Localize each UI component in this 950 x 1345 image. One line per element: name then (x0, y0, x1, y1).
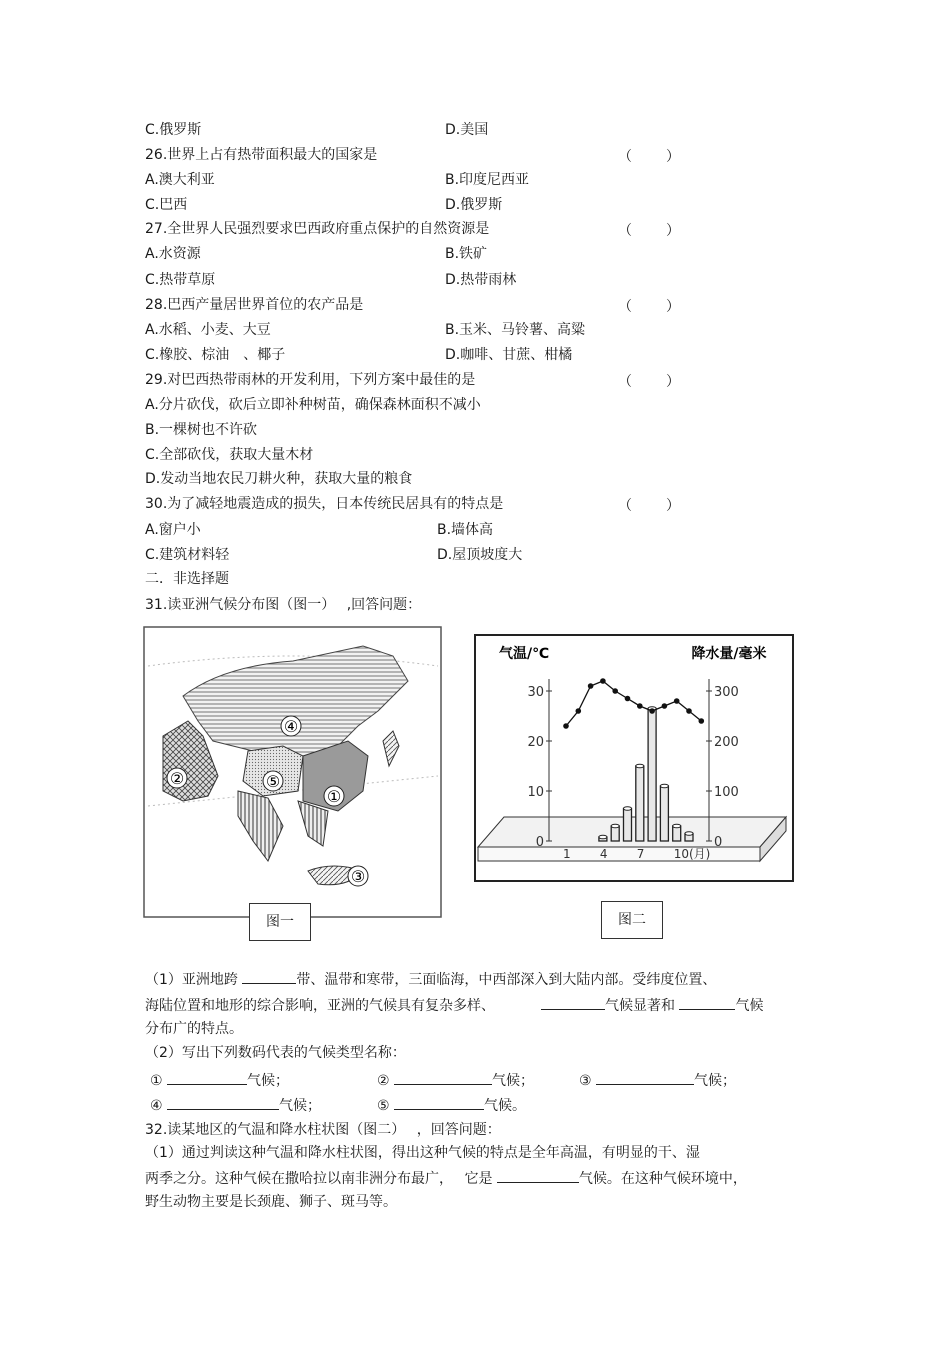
q27-option-d: D.热带雨林 (445, 272, 517, 288)
x-tick-label: 7 (636, 847, 645, 861)
q30-option-b: B.墙体高 (437, 522, 494, 538)
figure-1-caption: 图一 (249, 903, 311, 941)
chart-left-axis-title: 气温/℃ (498, 646, 550, 662)
q31-part2-prompt: （2）写出下列数码代表的气候类型名称： (145, 1045, 406, 1061)
q31-answer-1 (150, 1070, 289, 1090)
map-label-1: ① (326, 787, 342, 806)
map-label-3: ③ (350, 867, 366, 886)
q32-line1: （1）通过判读这种气温和降水柱状图，得出这种气候的特点是全年高温，有明显的干、湿 (145, 1145, 700, 1161)
q27-option-a: A.水资源 (145, 246, 201, 262)
q26-answer-paren[interactable]: （ ） (618, 149, 682, 165)
precip-bar-cap (685, 832, 693, 836)
q28-option-a: A.水稻、小麦、大豆 (145, 322, 271, 338)
q31-blank-5[interactable] (394, 1095, 484, 1110)
left-tick-label: 10 (527, 785, 544, 800)
precip-bar (636, 766, 644, 841)
q27-option-b: B.铁矿 (445, 246, 488, 262)
right-tick-label: 0 (714, 835, 723, 850)
q27-stem: 27.全世界人民强烈要求巴西政府重点保护的自然资源是 (145, 221, 490, 237)
map-label-5: ⑤ (265, 772, 281, 791)
temperature-point (686, 708, 692, 714)
q25-option-c: C.俄罗斯 (145, 122, 202, 138)
q31-blank-zone[interactable] (242, 969, 296, 984)
map-label-2: ② (169, 769, 185, 788)
num-5: ⑤ (377, 1098, 390, 1114)
temperature-point (637, 703, 643, 709)
q31-part1-line2 (145, 995, 763, 1015)
q29-option-a: A.分片砍伐，砍后立即补种树苗，确保森林面积不减小 (145, 397, 481, 413)
figure-2-caption: 图二 (601, 901, 663, 939)
q31-blank-4[interactable] (167, 1095, 279, 1110)
num-3: ③ (579, 1073, 592, 1089)
chart-right-axis-title: 降水量/毫米 (691, 646, 767, 662)
q25-option-d: D.美国 (445, 122, 489, 138)
q31-p1-text-c: 海陆位置和地形的综合影响，亚洲的气候具有复杂多样、 (145, 998, 495, 1014)
temperature-point (612, 688, 618, 694)
precip-bar (648, 709, 656, 842)
q30-stem: 30.为了减轻地震造成的损失，日本传统民居具有的特点是 (145, 496, 504, 512)
q28-option-b: B.玉米、马铃薯、高粱 (445, 322, 586, 338)
q31-answer-3 (579, 1070, 736, 1090)
precip-bar (624, 809, 632, 842)
q26-option-b: B.印度尼西亚 (445, 172, 530, 188)
q28-option-d: D.咖啡、甘蔗、柑橘 (445, 347, 573, 363)
q32-text-b: 气候。在这种气候环境中， (578, 1171, 747, 1187)
precip-bar-cap (636, 764, 644, 768)
q32-stem: 32.读某地区的气温和降水柱状图（图二） ，回答问题： (145, 1122, 501, 1138)
q31-p1-text-d: 气候显著和 (605, 998, 680, 1014)
temperature-point (649, 708, 655, 714)
num-2: ② (377, 1073, 390, 1089)
num-1: ① (150, 1073, 163, 1089)
q26-option-a: A.澳大利亚 (145, 172, 215, 188)
q29-option-b: B.一棵树也不许砍 (145, 422, 258, 438)
q32-text-a: 两季之分。这种气候在撒哈拉以南非洲分布最广， 它是 (145, 1171, 497, 1187)
q32-line3: 野生动物主要是长颈鹿、狮子、斑马等。 (145, 1194, 397, 1210)
x-tick-label: 10(月) (673, 847, 711, 861)
q31-stem: 31.读亚洲气候分布图（图一） ,回答问题： (145, 597, 422, 613)
q32-blank-climate[interactable] (497, 1168, 579, 1183)
precip-bar-cap (611, 824, 619, 828)
precip-bar-cap (599, 835, 607, 839)
q31-answer-5 (377, 1095, 526, 1115)
q31-part1-line3: 分布广的特点。 (145, 1021, 243, 1037)
temperature-point (600, 678, 606, 684)
climate-chart (474, 634, 794, 882)
q31-blank-feature1[interactable] (541, 995, 605, 1010)
x-tick-label: 1 (563, 847, 571, 861)
q30-option-d: D.屋顶坡度大 (437, 547, 523, 563)
q26-option-d: D.俄罗斯 (445, 197, 503, 213)
q31-p1-text-e: 气候 (735, 998, 764, 1014)
q26-option-c: C.巴西 (145, 197, 188, 213)
precip-bar-cap (624, 807, 632, 811)
q32-line2 (145, 1168, 747, 1188)
temperature-point (674, 698, 680, 704)
precip-bar (660, 786, 668, 841)
right-tick-label: 300 (714, 685, 739, 700)
q28-stem: 28.巴西产量居世界首位的农产品是 (145, 297, 364, 313)
section-heading: 二．非选择题 (145, 571, 229, 587)
temperature-point (662, 703, 668, 709)
suffix-5: 气候。 (484, 1098, 527, 1114)
q28-answer-paren[interactable]: （ ） (618, 299, 682, 315)
temperature-point (588, 683, 594, 689)
right-tick-label: 200 (714, 735, 739, 750)
q31-answer-4 (150, 1095, 321, 1115)
q31-blank-feature2[interactable] (679, 995, 735, 1010)
temperature-point (699, 718, 705, 724)
q31-part1-line1 (145, 969, 716, 989)
q29-option-d: D.发动当地农民刀耕火种，获取大量的粮食 (145, 471, 413, 487)
suffix-1: 气候； (247, 1073, 290, 1089)
q26-stem: 26.世界上占有热带面积最大的国家是 (145, 147, 378, 163)
q29-option-c: C.全部砍伐，获取大量木材 (145, 447, 314, 463)
q31-blank-2[interactable] (394, 1070, 492, 1085)
map-label-4: ④ (283, 717, 299, 736)
q30-answer-paren[interactable]: （ ） (618, 498, 682, 514)
temperature-point (563, 723, 569, 729)
suffix-2: 气候； (492, 1073, 535, 1089)
q27-answer-paren[interactable]: （ ） (618, 223, 682, 239)
temperature-point (576, 708, 582, 714)
q31-answer-2 (377, 1070, 534, 1090)
q31-p1-text-b: 带、温带和寒带，三面临海，中西部深入到大陆内部。受纬度位置、 (296, 972, 717, 988)
q31-blank-3[interactable] (596, 1070, 694, 1085)
q27-option-c: C.热带草原 (145, 272, 216, 288)
x-tick-label: 4 (599, 847, 608, 861)
q30-option-c: C.建筑材料轻 (145, 547, 230, 563)
q31-p1-text-a: （1）亚洲地跨 (145, 972, 243, 988)
right-tick-label: 100 (714, 785, 739, 800)
left-tick-label: 20 (527, 735, 544, 750)
asia-climate-map (143, 626, 443, 931)
suffix-3: 气候； (694, 1073, 737, 1089)
num-4: ④ (150, 1098, 163, 1114)
precip-bar-cap (660, 784, 668, 788)
suffix-4: 气候； (279, 1098, 322, 1114)
q29-stem: 29.对巴西热带雨林的开发利用，下列方案中最佳的是 (145, 372, 476, 388)
left-tick-label: 0 (535, 835, 544, 850)
q29-answer-paren[interactable]: （ ） (618, 374, 682, 390)
temperature-point (625, 696, 631, 702)
precip-bar-cap (673, 824, 681, 828)
left-tick-label: 30 (527, 685, 544, 700)
q28-option-c: C.橡胶、棕油 、椰子 (145, 347, 286, 363)
q30-option-a: A.窗户小 (145, 522, 201, 538)
q31-blank-1[interactable] (167, 1070, 247, 1085)
